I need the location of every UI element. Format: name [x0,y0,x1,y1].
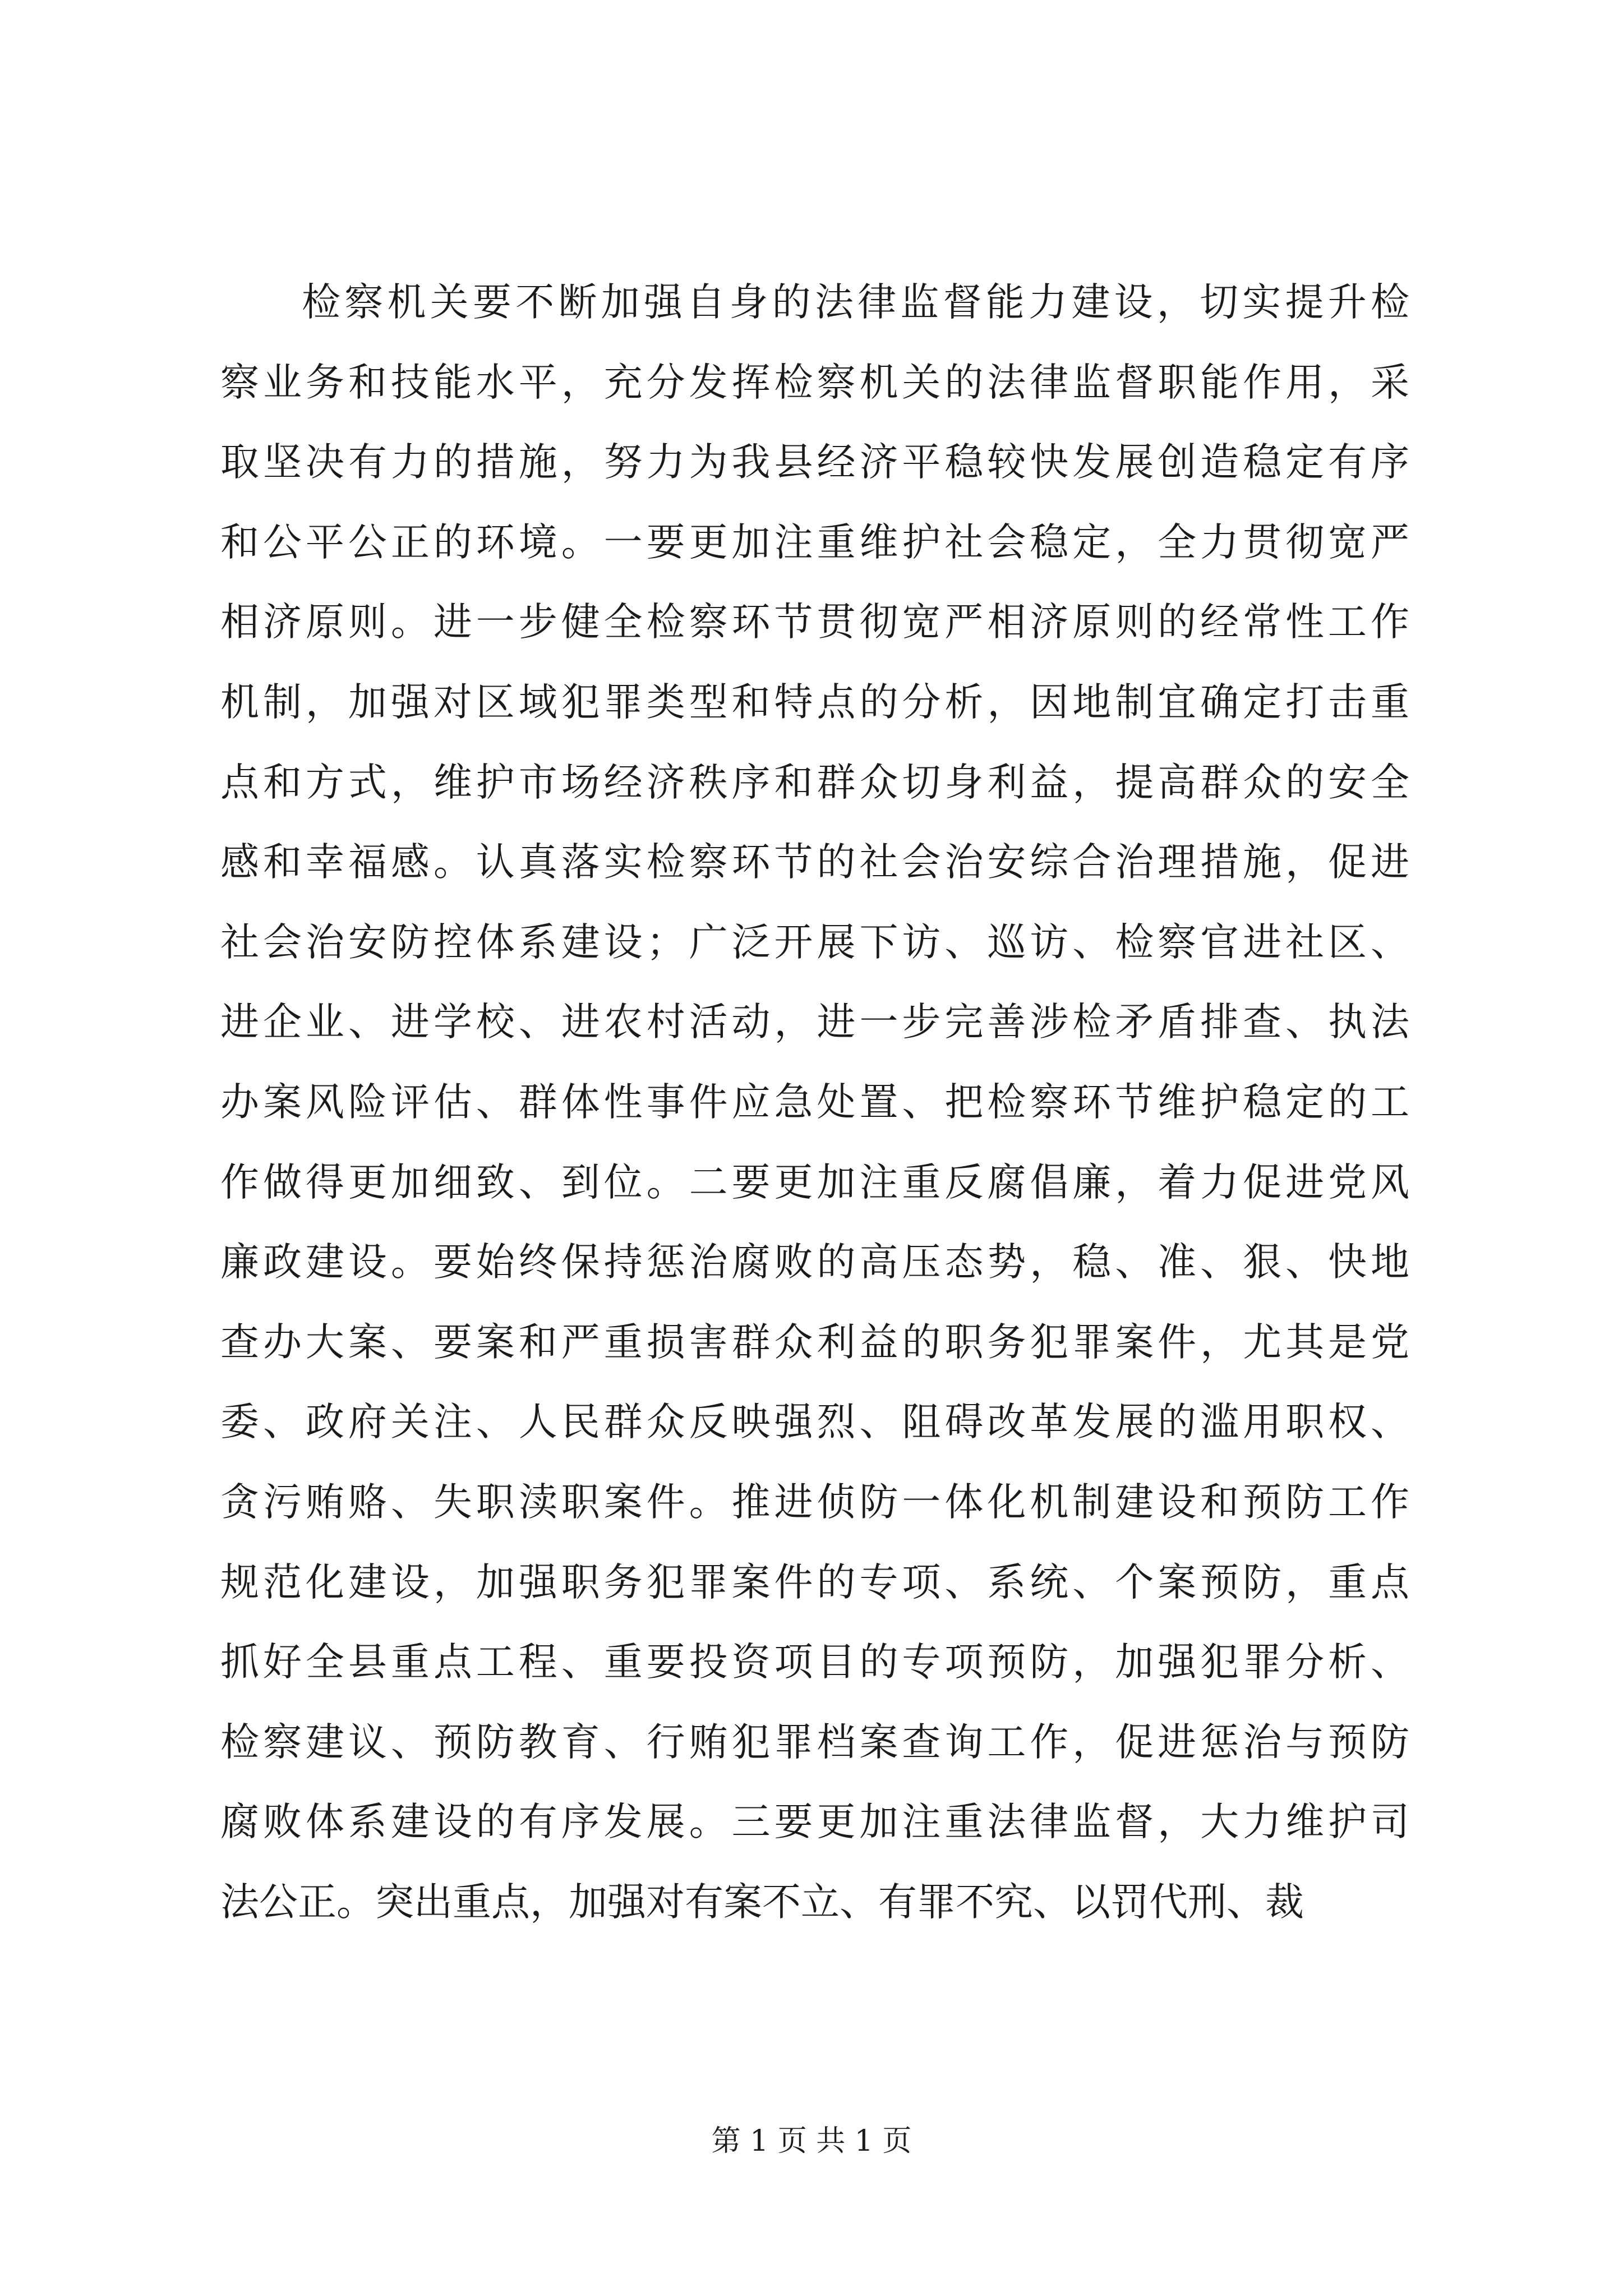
paragraph-line: 感和幸福感。认真落实检察环节的社会治安综合治理措施，促进 [220,840,1409,885]
paragraph-line: 贪污贿赂、失职渎职案件。推进侦防一体化机制建设和预防工作 [220,1479,1409,1525]
paragraph-line: 点和方式，维护市场经济秩序和群众切身利益，提高群众的安全 [220,760,1409,805]
page-footer [0,2117,1623,2159]
paragraph-line: 规范化建设，加强职务犯罪案件的专项、系统、个案预防，重点 [220,1559,1409,1605]
body-paragraph [220,263,1409,1942]
paragraph-line: 察业务和技能水平，充分发挥检察机关的法律监督职能作用，采 [220,360,1409,405]
paragraph-line: 和公平公正的环境。一要更加注重维护社会稳定，全力贯彻宽严 [220,519,1409,565]
paragraph-line: 社会治安防控体系建设；广泛开展下访、巡访、检察官进社区、 [220,919,1409,965]
paragraph-line: 办案风险评估、群体性事件应急处置、把检察环节维护稳定的工 [220,1079,1409,1125]
paragraph-line: 取坚决有力的措施，努力为我县经济平稳较快发展创造稳定有序 [220,440,1409,485]
paragraph-line: 机制，加强对区域犯罪类型和特点的分析，因地制宜确定打击重 [220,679,1409,725]
paragraph-line: 检察建议、预防教育、行贿犯罪档案查询工作，促进惩治与预防 [220,1719,1409,1765]
paragraph-line: 检察机关要不断加强自身的法律监督能力建设，切实提升检 [302,280,1409,325]
paragraph-line: 作做得更加细致、到位。二要更加注重反腐倡廉，着力促进党风 [220,1159,1409,1205]
page-number-label: 第 1 页 共 1 页 [711,2124,912,2158]
paragraph-line: 法公正。突出重点，加强对有案不立、有罪不究、以罚代刑、裁 [220,1879,1304,1925]
paragraph-line: 查办大案、要案和严重损害群众利益的职务犯罪案件，尤其是党 [220,1319,1409,1365]
paragraph-line: 相济原则。进一步健全检察环节贯彻宽严相济原则的经常性工作 [220,600,1409,645]
paragraph-line: 抓好全县重点工程、重要投资项目的专项预防，加强犯罪分析、 [220,1640,1409,1685]
paragraph-line: 廉政建设。要始终保持惩治腐败的高压态势，稳、准、狠、快地 [220,1240,1409,1285]
paragraph-line: 腐败体系建设的有序发展。三要更加注重法律监督，大力维护司 [220,1800,1409,1845]
paragraph-line: 进企业、进学校、进农村活动，进一步完善涉检矛盾排查、执法 [220,1000,1409,1045]
paragraph-line: 委、政府关注、人民群众反映强烈、阻碍改革发展的滥用职权、 [220,1400,1409,1445]
